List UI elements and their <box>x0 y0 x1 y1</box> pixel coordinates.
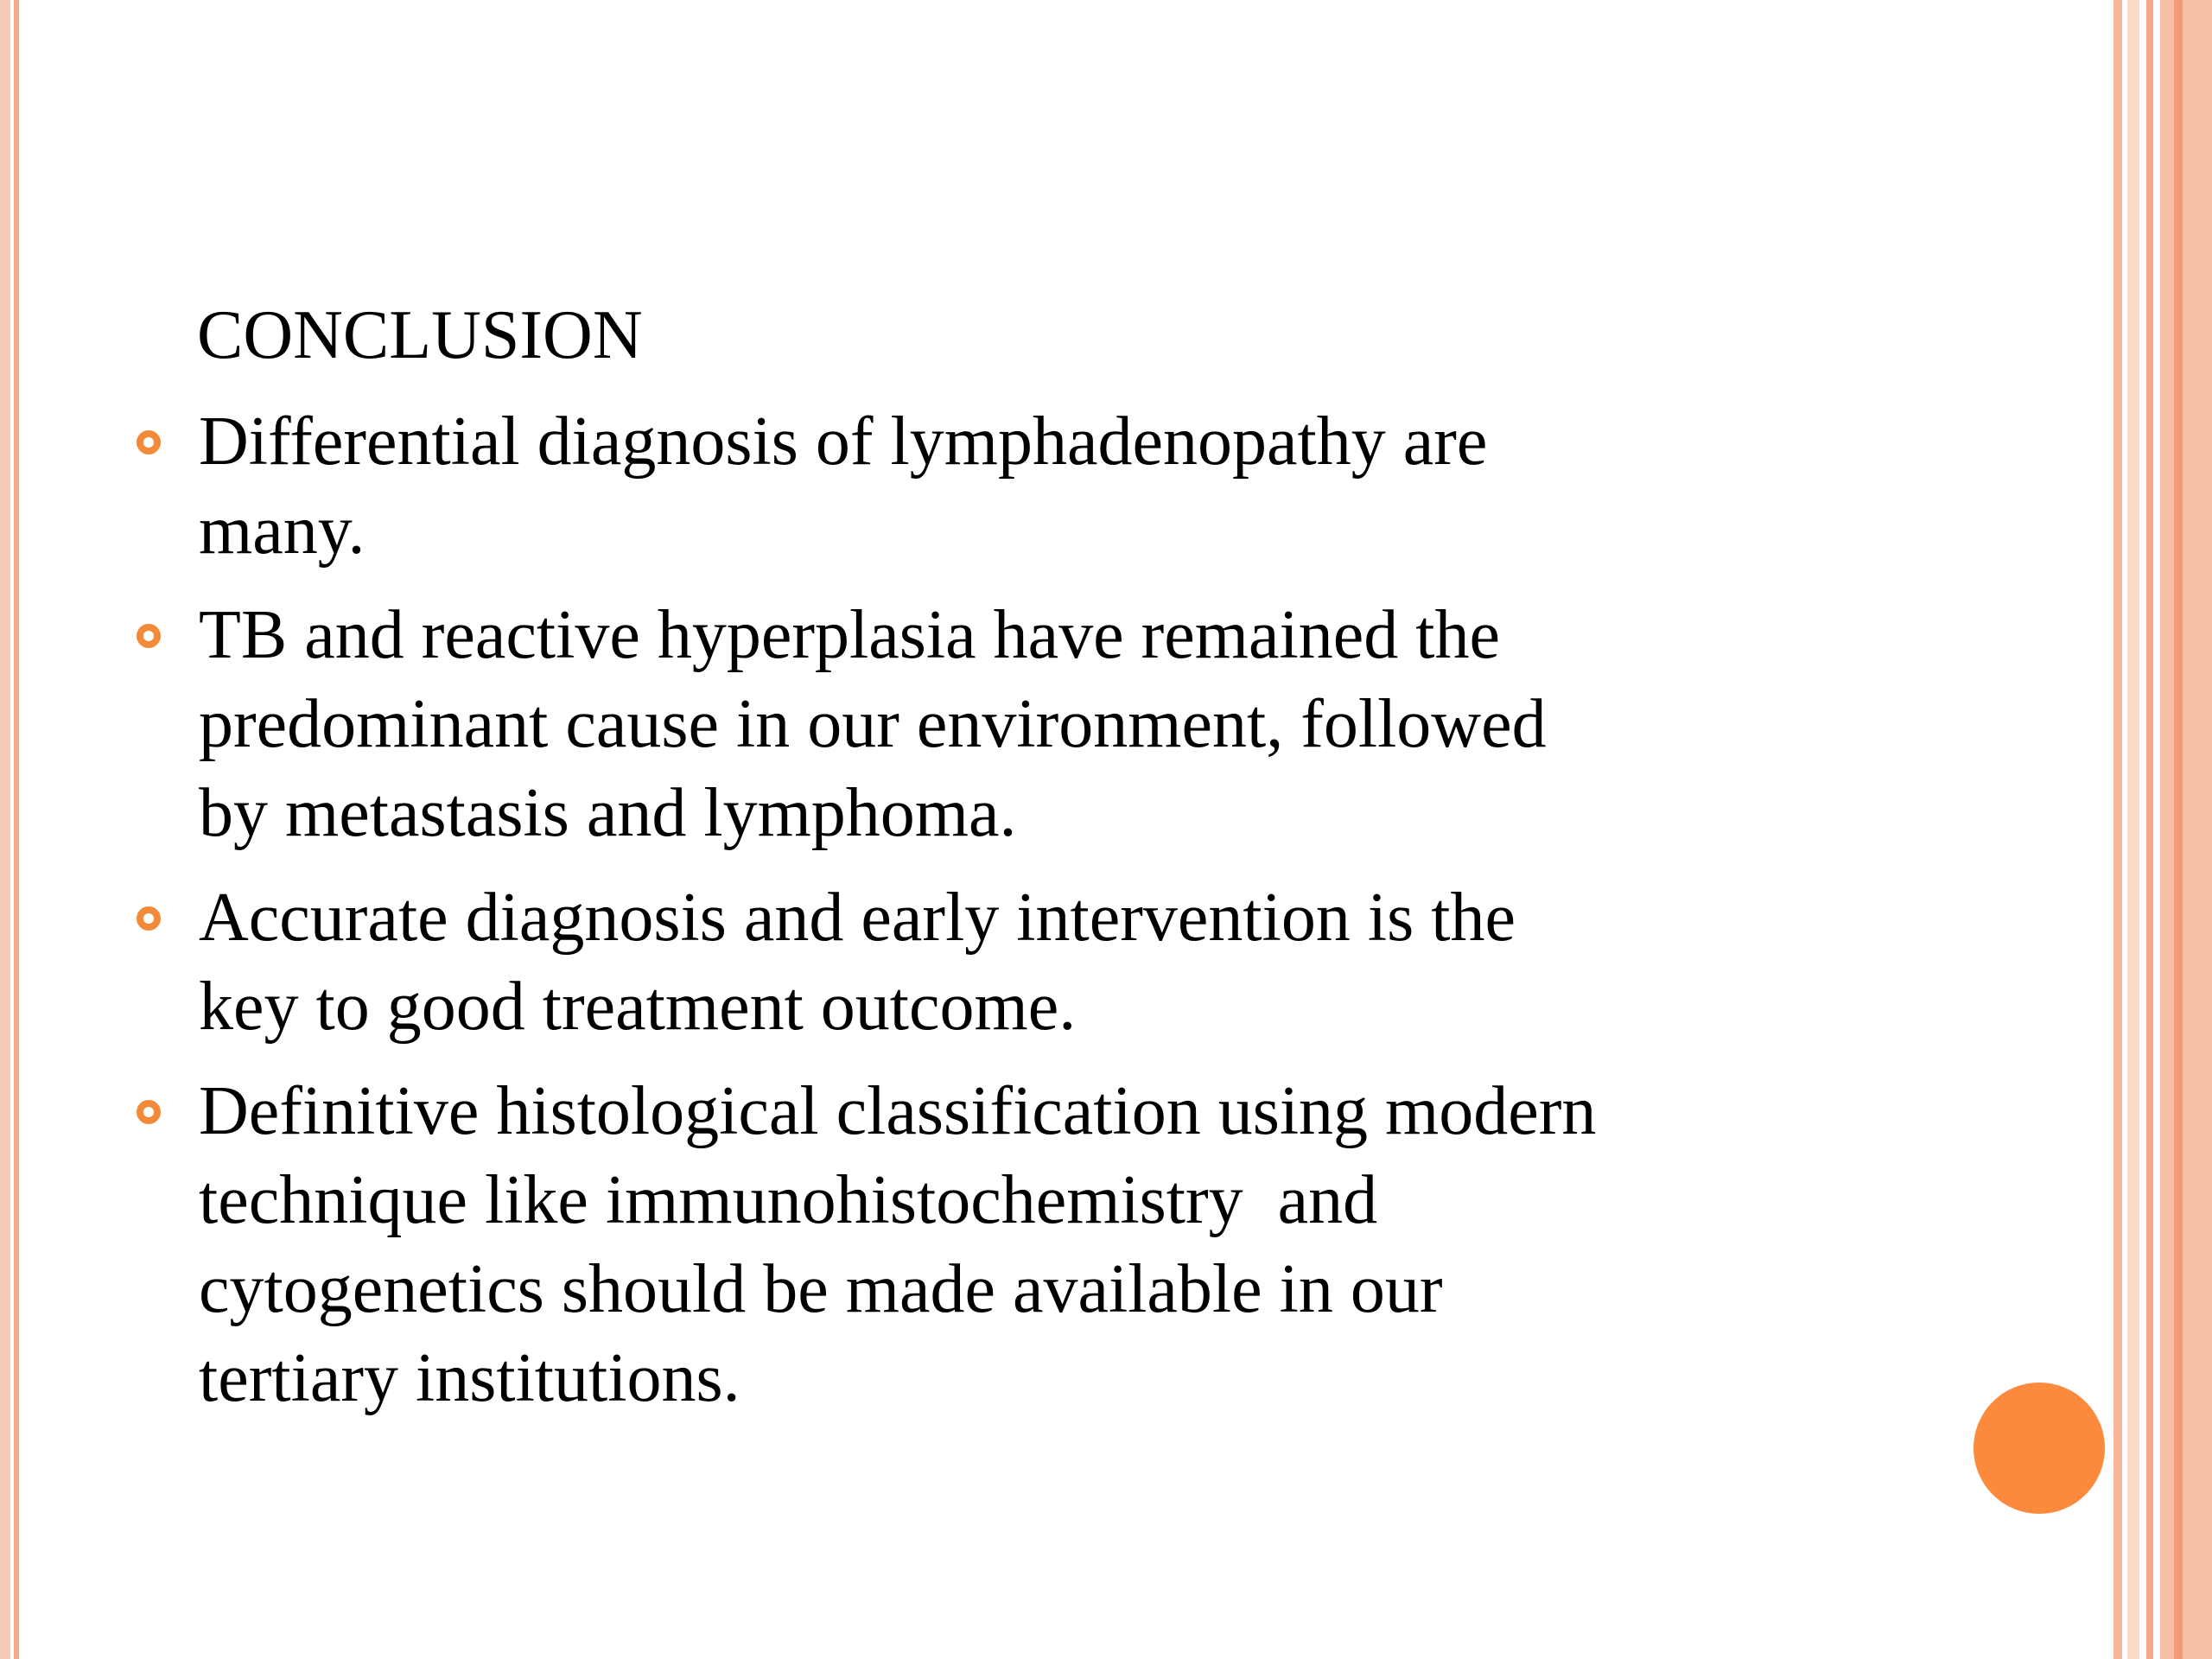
bullet-line: predominant cause in our environment, followed <box>199 686 1547 762</box>
bullet-line: Definitive histological classification using modern <box>199 1073 1597 1149</box>
bullet-line: key to good treatment outcome. <box>199 969 1077 1045</box>
bullet-list <box>130 397 2074 1439</box>
right-border-band <box>2160 0 2212 1659</box>
bullet-line: TB and reactive hyperplasia have remained the <box>199 597 1500 673</box>
left-border-stripe <box>0 0 10 1659</box>
right-border-stripe <box>2127 0 2139 1659</box>
bullet-line: Accurate diagnosis and early intervention is the <box>199 880 1516 956</box>
bullet-item <box>130 874 2074 1052</box>
orange-circle-icon <box>1974 1382 2105 1514</box>
right-border-stripe <box>2146 0 2153 1659</box>
hollow-circle-bullet-icon <box>137 624 161 648</box>
bullet-item <box>130 397 2074 575</box>
bullet-line: tertiary institutions. <box>199 1340 741 1416</box>
bullet-item <box>130 1067 2074 1423</box>
bullet-line: technique like immunohistochemistry and <box>199 1162 1378 1238</box>
bullet-line: cytogenetics should be made available in our <box>199 1251 1443 1327</box>
hollow-circle-bullet-icon <box>137 906 161 931</box>
hollow-circle-bullet-icon <box>137 1100 161 1124</box>
right-border-stripe <box>2113 0 2122 1659</box>
right-border-stripe <box>2174 0 2183 1659</box>
bullet-line: many. <box>199 493 365 569</box>
slide-title: CONCLUSION <box>197 297 643 373</box>
bullet-line: by metastasis and lymphoma. <box>199 775 1017 851</box>
bullet-line: Differential diagnosis of lymphadenopathy are <box>199 404 1488 480</box>
bullet-item <box>130 591 2074 858</box>
left-border-stripe <box>14 0 19 1659</box>
hollow-circle-bullet-icon <box>137 430 161 454</box>
